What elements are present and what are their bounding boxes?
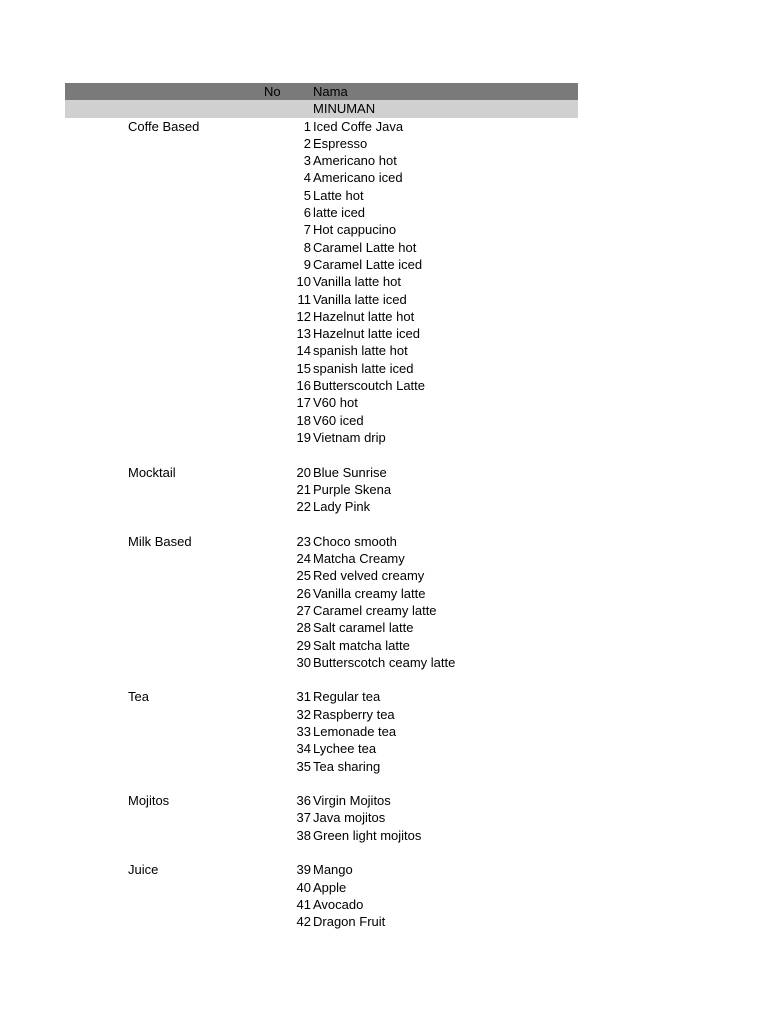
menu-item-row bbox=[65, 896, 578, 913]
blank-row bbox=[65, 446, 578, 463]
menu-groups bbox=[65, 118, 578, 931]
item-name: Regular tea bbox=[313, 689, 381, 705]
item-name: Vietnam drip bbox=[313, 429, 386, 445]
item-name: Avocado bbox=[313, 896, 364, 912]
item-number: 6 bbox=[303, 205, 311, 221]
blank-row bbox=[65, 844, 578, 861]
item-number: 36 bbox=[296, 793, 311, 809]
item-name: spanish latte iced bbox=[313, 360, 414, 376]
item-number: 13 bbox=[296, 326, 311, 342]
menu-item-row bbox=[65, 861, 578, 878]
item-number: 9 bbox=[303, 256, 311, 272]
menu-item-row bbox=[65, 619, 578, 636]
item-name: Vanilla latte iced bbox=[313, 291, 407, 307]
item-name: Dragon Fruit bbox=[313, 914, 386, 930]
menu-item-row bbox=[65, 585, 578, 602]
item-name: Salt caramel latte bbox=[313, 620, 414, 636]
item-name: spanish latte hot bbox=[313, 343, 408, 359]
menu-item-row bbox=[65, 792, 578, 809]
menu-item-row bbox=[65, 135, 578, 152]
item-name: Virgin Mojitos bbox=[313, 793, 391, 809]
no-column-header: No bbox=[264, 84, 281, 99]
item-number: 26 bbox=[296, 585, 311, 601]
item-name: Tea sharing bbox=[313, 758, 381, 774]
item-name: Lemonade tea bbox=[313, 723, 397, 739]
item-number: 24 bbox=[296, 551, 311, 567]
item-name: Blue Sunrise bbox=[313, 464, 387, 480]
item-number: 16 bbox=[296, 378, 311, 394]
item-number: 30 bbox=[296, 654, 311, 670]
item-number: 17 bbox=[296, 395, 311, 411]
category-label: Juice bbox=[128, 862, 159, 878]
menu-item-row bbox=[65, 221, 578, 238]
item-name: Java mojitos bbox=[313, 810, 386, 826]
menu-item-row bbox=[65, 688, 578, 705]
item-number: 42 bbox=[296, 914, 311, 930]
item-number: 39 bbox=[296, 862, 311, 878]
menu-item-row bbox=[65, 809, 578, 826]
menu-item-row bbox=[65, 464, 578, 481]
section-row bbox=[65, 100, 578, 117]
item-name: Caramel Latte hot bbox=[313, 239, 417, 255]
menu-item-row bbox=[65, 913, 578, 930]
item-number: 35 bbox=[296, 758, 311, 774]
item-number: 14 bbox=[296, 343, 311, 359]
menu-item-row bbox=[65, 394, 578, 411]
item-number: 27 bbox=[296, 602, 311, 618]
menu-item-row bbox=[65, 377, 578, 394]
item-name: Butterscoutch Latte bbox=[313, 378, 426, 394]
item-number: 31 bbox=[296, 689, 311, 705]
menu-item-row bbox=[65, 429, 578, 446]
item-number: 41 bbox=[296, 896, 311, 912]
item-number: 4 bbox=[303, 170, 311, 186]
category-label: Mojitos bbox=[128, 793, 170, 809]
item-name: Raspberry tea bbox=[313, 706, 395, 722]
item-name: Iced Coffe Java bbox=[313, 118, 404, 134]
menu-item-row bbox=[65, 723, 578, 740]
item-number: 11 bbox=[297, 291, 311, 307]
menu-item-row bbox=[65, 602, 578, 619]
item-name: Hazelnut latte iced bbox=[313, 326, 420, 342]
blank-row bbox=[65, 671, 578, 688]
item-number: 29 bbox=[296, 637, 311, 653]
item-number: 2 bbox=[303, 135, 311, 151]
blank-row bbox=[65, 515, 578, 532]
item-name: Caramel creamy latte bbox=[313, 602, 437, 618]
item-name: Hazelnut latte hot bbox=[313, 308, 415, 324]
item-name: Green light mojitos bbox=[313, 827, 422, 843]
item-number: 15 bbox=[296, 360, 311, 376]
item-name: V60 hot bbox=[313, 395, 358, 411]
item-number: 34 bbox=[296, 741, 311, 757]
item-name: Mango bbox=[313, 862, 353, 878]
header-row bbox=[65, 83, 578, 100]
category-label: Tea bbox=[128, 689, 149, 705]
section-title: MINUMAN bbox=[313, 101, 376, 117]
item-number: 33 bbox=[296, 723, 311, 739]
menu-item-row bbox=[65, 879, 578, 896]
menu-item-row bbox=[65, 706, 578, 723]
menu-item-row bbox=[65, 239, 578, 256]
item-name: Purple Skena bbox=[313, 481, 392, 497]
item-number: 19 bbox=[296, 429, 311, 445]
menu-item-row bbox=[65, 308, 578, 325]
item-name: Red velved creamy bbox=[313, 568, 425, 584]
item-number: 40 bbox=[296, 879, 311, 895]
item-number: 38 bbox=[296, 827, 311, 843]
item-number: 20 bbox=[296, 464, 311, 480]
menu-item-row bbox=[65, 550, 578, 567]
menu-item-row bbox=[65, 325, 578, 342]
item-number: 32 bbox=[296, 706, 311, 722]
item-name: V60 iced bbox=[313, 412, 364, 428]
menu-item-row bbox=[65, 412, 578, 429]
menu-item-row bbox=[65, 498, 578, 515]
item-name: Caramel Latte iced bbox=[313, 256, 423, 272]
item-number: 18 bbox=[296, 412, 311, 428]
item-number: 5 bbox=[303, 187, 311, 203]
item-number: 21 bbox=[296, 481, 311, 497]
menu-item-row bbox=[65, 118, 578, 135]
menu-item-row bbox=[65, 637, 578, 654]
menu-item-row bbox=[65, 360, 578, 377]
item-name: Salt matcha latte bbox=[313, 637, 410, 653]
menu-item-row bbox=[65, 342, 578, 359]
item-name: Vanilla creamy latte bbox=[313, 585, 426, 601]
item-number: 28 bbox=[296, 620, 311, 636]
menu-item-row bbox=[65, 291, 578, 308]
category-label: Mocktail bbox=[128, 464, 176, 480]
item-name: Latte hot bbox=[313, 187, 364, 203]
menu-item-row bbox=[65, 827, 578, 844]
menu-item-row bbox=[65, 187, 578, 204]
menu-item-row bbox=[65, 256, 578, 273]
menu-item-row bbox=[65, 533, 578, 550]
menu-item-row bbox=[65, 758, 578, 775]
item-name: Apple bbox=[313, 879, 347, 895]
item-name: Espresso bbox=[313, 135, 368, 151]
blank-row bbox=[65, 775, 578, 792]
menu-item-row bbox=[65, 654, 578, 671]
menu-item-row bbox=[65, 204, 578, 221]
menu-item-row bbox=[65, 481, 578, 498]
item-name: Lychee tea bbox=[313, 741, 377, 757]
item-number: 1 bbox=[303, 118, 311, 134]
item-number: 3 bbox=[303, 153, 311, 169]
menu-item-row bbox=[65, 740, 578, 757]
item-name: latte iced bbox=[313, 205, 366, 221]
item-name: Americano hot bbox=[313, 153, 397, 169]
menu-item-row bbox=[65, 169, 578, 186]
item-name: Lady Pink bbox=[313, 499, 371, 515]
item-number: 7 bbox=[303, 222, 311, 238]
item-number: 37 bbox=[296, 810, 311, 826]
item-name: Vanilla latte hot bbox=[313, 274, 401, 290]
item-number: 25 bbox=[296, 568, 311, 584]
item-name: Choco smooth bbox=[313, 533, 397, 549]
item-name: Matcha Creamy bbox=[313, 551, 405, 567]
item-number: 12 bbox=[296, 308, 311, 324]
category-label: Milk Based bbox=[128, 533, 192, 549]
menu-item-row bbox=[65, 273, 578, 290]
menu-item-row bbox=[65, 567, 578, 584]
nama-column-header: Nama bbox=[313, 84, 348, 99]
item-number: 10 bbox=[296, 274, 311, 290]
item-number: 8 bbox=[303, 239, 311, 255]
category-label: Coffe Based bbox=[128, 118, 200, 134]
item-number: 23 bbox=[296, 533, 311, 549]
item-name: Hot cappucino bbox=[313, 222, 397, 238]
menu-item-row bbox=[65, 152, 578, 169]
item-number: 22 bbox=[296, 499, 311, 515]
item-name: Butterscotch ceamy latte bbox=[313, 654, 456, 670]
menu-sheet bbox=[65, 83, 578, 931]
item-name: Americano iced bbox=[313, 170, 403, 186]
